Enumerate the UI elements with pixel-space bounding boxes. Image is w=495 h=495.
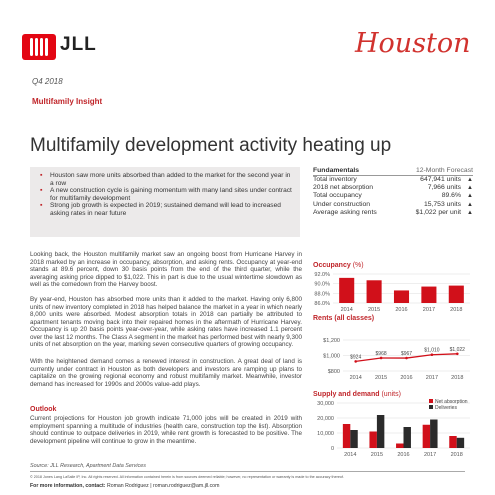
row-label: Total inventory [313, 176, 357, 183]
body-paragraph: Looking back, the Houston multifamily market saw an ongoing boost from Hurricane Harvey in 2018 marked by an increase in occupancy, absorption, and asking rents. Occupancy at year-end stands at 89.6 percent, down 30 basis points from the end of the third quarter, while the averaging asking price dipped to $1,022. This in part is due to the usual wintertime slowdown as well as the comedown from the Harvey boost. [30, 251, 302, 288]
source-note: Source: JLL Research, Apartment Data Services [30, 463, 146, 469]
up-arrow-icon: ▲ [467, 209, 473, 216]
y-tick-label: $1,200 [323, 338, 340, 344]
x-tick-label: 2014 [344, 452, 357, 458]
net-absorption-bar [423, 425, 430, 448]
deliveries-bar [350, 430, 357, 448]
net-absorption-bar [449, 436, 456, 448]
x-tick-label: 2015 [374, 375, 388, 381]
x-tick-label: 2018 [451, 375, 464, 381]
row-value: $1,022 per unit [415, 208, 461, 216]
row-value: 89.6% [441, 192, 461, 200]
net-absorption-bar [369, 432, 376, 449]
legend-label: Net absorption [435, 399, 468, 405]
rent-data-label: $968 [375, 350, 387, 357]
net-absorption-bar [343, 424, 350, 448]
x-tick-label: 2016 [400, 375, 413, 381]
page-headline: Multifamily development activity heating up [30, 135, 392, 156]
fundamentals-header [313, 167, 473, 176]
deliveries-bar [430, 420, 437, 449]
rent-point [380, 357, 383, 360]
occupancy-bar [421, 287, 436, 303]
x-tick-label: 2014 [349, 375, 362, 381]
body-paragraph: By year-end, Houston has absorbed more units than it added to the market. Having only 6,800 units of new inventory completed in 2018 has helped balance the market in a year in which nearly 8,000 units were absorbed. Modest absorption totals in 2018 can partially be attributed to apartment tenants moving back into their repaired homes in the aftermath of Hurricane Harvey. Occupancy is up 20 basis points year-over-year, while asking rates have increased 1.1 percent over the last 12 months. The Class A segment in the market has performed best with nearly 9,300 units of net absorption on the year, marking seven consecutive quarters of growing occupancy. [30, 296, 302, 348]
y-tick-label: 30,000 [317, 401, 334, 407]
supply-demand-chart [305, 398, 475, 460]
row-label: 2018 net absorption [313, 184, 374, 192]
occupancy-bar [449, 286, 464, 303]
fundamentals-row [313, 201, 473, 209]
rents-chart [305, 326, 475, 382]
rents-chart-title: Rents (all classes) [313, 315, 375, 322]
outlook-heading: Outlook [30, 406, 57, 413]
supply-demand-unit: (units) [381, 391, 401, 398]
x-tick-label: 2018 [450, 452, 463, 458]
legend-swatch [429, 399, 433, 403]
deliveries-bar [377, 415, 384, 448]
up-arrow-icon: ▲ [467, 185, 473, 192]
x-tick-label: 2014 [340, 307, 353, 312]
x-tick-label: 2017 [425, 375, 439, 381]
row-label: Under construction [313, 200, 371, 208]
occupancy-unit: (%) [352, 262, 364, 269]
contact-value: Roman Rodriguez | roman.rodriguez@am.jll.com [106, 483, 220, 489]
fundamentals-title: Fundamentals [313, 167, 360, 174]
x-tick-label: 2015 [367, 307, 381, 312]
row-value: 7,966 units [427, 184, 461, 192]
occupancy-bar [339, 278, 354, 303]
y-tick-label: 92.0% [314, 272, 330, 278]
occupancy-chart [305, 270, 475, 312]
x-tick-label: 2017 [422, 307, 436, 312]
row-value: 647,941 units [420, 176, 461, 183]
deliveries-bar [404, 427, 411, 448]
up-arrow-icon: ▲ [467, 201, 473, 208]
city-title: Houston [355, 28, 471, 59]
rent-data-label: $1,022 [449, 346, 465, 353]
x-tick-label: 2015 [370, 452, 384, 458]
occupancy-chart-title [313, 262, 364, 269]
x-tick-label: 2016 [397, 452, 410, 458]
rent-point [431, 353, 434, 356]
rent-data-label: $924 [350, 354, 362, 361]
occupancy-bar [394, 290, 409, 303]
x-tick-label: 2018 [450, 307, 463, 312]
rent-data-label: $967 [400, 351, 413, 358]
y-tick-label: 88.0% [314, 291, 330, 298]
footer-divider [30, 471, 465, 472]
legend-swatch [429, 405, 433, 409]
fundamentals-table [313, 167, 473, 217]
fundamentals-row [313, 209, 473, 217]
contact-line [30, 483, 219, 489]
rent-data-label: $1,010 [424, 347, 440, 354]
y-tick-label: 0 [330, 446, 334, 452]
row-value: 15,753 units [423, 200, 461, 208]
row-label: Total occupancy [313, 192, 362, 200]
fundamentals-row [313, 192, 473, 200]
copyright-note: © 2018 Jones Lang LaSalle IP, Inc. All rights reserved. All information contained herein is from sources deemed reliable; however, no representation or warranty is made to the accuracy thereof. [30, 475, 345, 479]
key-points-box [30, 167, 300, 237]
key-point: ▪ Houston saw more units absorbed than added to the market for the second year in a row [50, 172, 292, 187]
row-label: Average asking rents [313, 208, 377, 216]
outlook-paragraph: Current projections for Houston job growth indicate 71,000 jobs will be created in 2019 with employment spanning a multitude of industries (health care, construction top the list). Absorption should continue to outpace deliveries in 2019, while rent growth is forecasted to be positive. The development pipeline will continue to grow in the meantime. [30, 415, 302, 445]
report-type: Multifamily Insight [32, 97, 103, 106]
up-arrow-icon: ▲ [467, 193, 473, 200]
x-tick-label: 2016 [395, 307, 408, 312]
supply-demand-chart-title [313, 391, 401, 398]
rent-point [354, 360, 357, 363]
occupancy-bar [367, 280, 382, 303]
rent-point [405, 357, 408, 360]
deliveries-bar [457, 438, 464, 448]
net-absorption-bar [396, 444, 403, 449]
x-tick-label: 2017 [423, 452, 437, 458]
supply-demand-title-text: Supply and demand [313, 391, 380, 398]
fundamentals-row [313, 184, 473, 192]
report-quarter: Q4 2018 [32, 77, 63, 86]
fundamentals-row [313, 176, 473, 184]
body-paragraph: With the heightened demand comes a renewed interest in construction. A great deal of land is currently under contract in Houston as both developers and investors are ramping up plans to capitalize on the growing regional economy and robust multifamily market. Meanwhile, investor demand has increased for 1990s and 2000s value-add plays. [30, 358, 302, 388]
rent-point [456, 352, 459, 355]
y-tick-label: $800 [327, 369, 340, 375]
forecast-label: 12-Month Forecast [415, 167, 473, 174]
up-arrow-icon: ▲ [467, 177, 473, 183]
occupancy-title-text: Occupancy [313, 262, 351, 269]
legend-label: Deliveries [435, 405, 457, 411]
key-point: ▪ Strong job growth is expected in 2019; sustained demand will lead to increased asking rates in near future [50, 202, 292, 217]
jll-logo-mark [22, 34, 56, 60]
y-tick-label: 90.0% [314, 281, 330, 288]
brand-logo-text: JLL [60, 34, 97, 55]
y-tick-label: 20,000 [317, 416, 334, 422]
contact-label: For more information, contact: [30, 483, 106, 489]
y-tick-label: $1,000 [323, 353, 340, 360]
y-tick-label: 10,000 [317, 431, 334, 437]
y-tick-label: 86.0% [314, 301, 330, 307]
key-point: ▪ A new construction cycle is gaining momentum with many land sites under contract for multifamily development [50, 187, 292, 202]
